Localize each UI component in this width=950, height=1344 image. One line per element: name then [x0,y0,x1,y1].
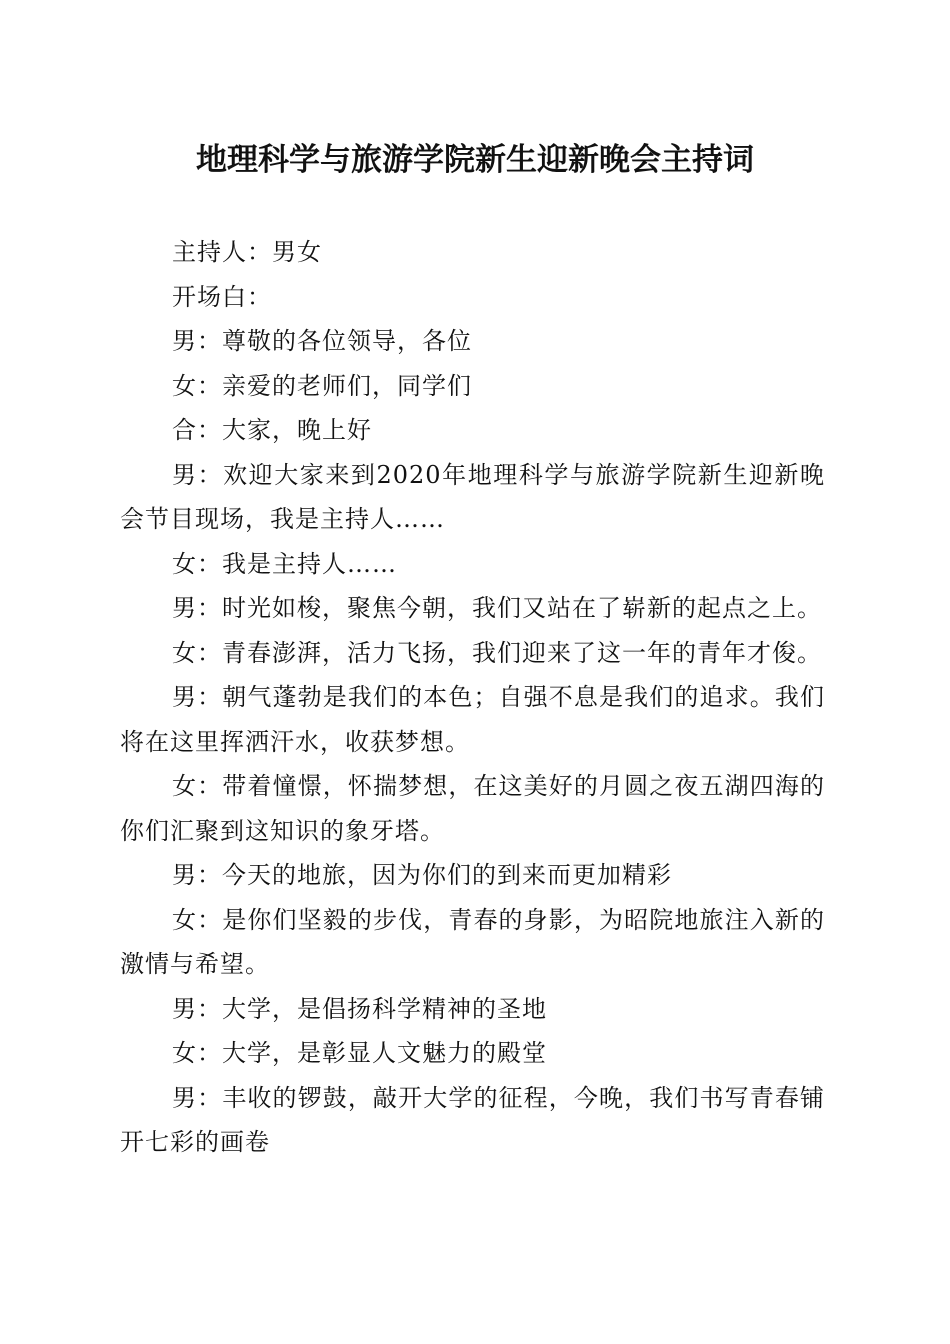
document-body [120,230,825,1165]
paragraph-line: 合：大家，晚上好 [172,416,372,444]
paragraph-line: 男：朝气蓬勃是我们的本色；自强不息是我们的追求。我们将在这里挥洒汗水，收获梦想。 [120,683,825,756]
paragraph-line: 女：青春澎湃，活力飞扬，我们迎来了这一年的青年才俊。 [172,638,822,667]
paragraph-line: 男：尊敬的各位领导，各位 [172,327,472,355]
paragraph-line: 男：欢迎大家来到2020年地理科学与旅游学院新生迎新晚会节目现场，我是主持人…… [120,460,825,533]
paragraph-line: 男：大学，是倡扬科学精神的圣地 [172,994,547,1023]
paragraph-line: 女：是你们坚毅的步伐，青春的身影，为昭院地旅注入新的激情与希望。 [120,905,825,978]
paragraph-line: 女：带着憧憬，怀揣梦想，在这美好的月圆之夜五湖四海的你们汇聚到这知识的象牙塔。 [120,772,825,845]
paragraph-line: 男：今天的地旅，因为你们的到来而更加精彩 [172,861,672,889]
paragraph-line: 男：丰收的锣鼓，敲开大学的征程，今晚，我们书写青春铺开七彩的画卷 [120,1083,825,1156]
paragraph-line: 女：我是主持人…… [172,549,397,578]
paragraph-host-roles: 主持人：男女 [172,238,322,266]
paragraph-line: 女：亲爱的老师们，同学们 [172,371,472,400]
document-title: 地理科学与旅游学院新生迎新晚会主持词 [196,142,754,178]
paragraph-line: 男：时光如梭，聚焦今朝，我们又站在了崭新的起点之上。 [172,594,822,622]
paragraph-line: 女：大学，是彰显人文魅力的殿堂 [172,1039,547,1067]
paragraph-opening-label: 开场白： [172,282,272,311]
